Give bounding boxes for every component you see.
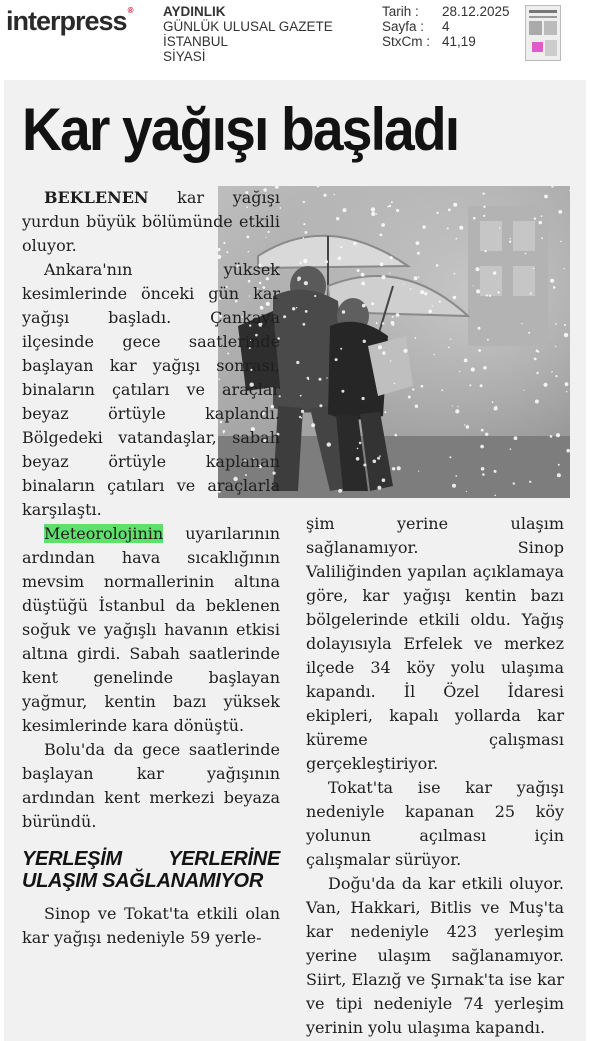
snowflake: [297, 279, 299, 281]
snowflake: [481, 467, 485, 471]
snowflake: [299, 416, 301, 418]
snowflake: [379, 455, 381, 457]
snowflake: [521, 323, 522, 324]
snowflake: [382, 478, 386, 482]
snowflake: [459, 371, 460, 372]
snowflake: [535, 400, 539, 404]
snowflake: [564, 333, 568, 337]
snowflake: [551, 371, 553, 373]
snowflake: [382, 351, 385, 354]
article-headline: Kar yağışı başladı: [22, 96, 459, 163]
snowflake: [363, 464, 366, 467]
snowflake: [560, 241, 562, 243]
paragraph-lead: [22, 186, 280, 258]
snowflake: [448, 209, 451, 212]
snowflake: [555, 375, 557, 377]
snowflake: [466, 491, 467, 492]
publication-section: SİYASİ: [163, 49, 206, 64]
snowflake: [396, 209, 399, 212]
snowflake: [480, 445, 484, 449]
snowflake: [299, 262, 301, 264]
snowflake: [420, 290, 424, 294]
snowflake: [300, 395, 302, 397]
snowflake: [319, 404, 322, 407]
snowflake: [416, 241, 420, 245]
snowflake: [494, 470, 497, 473]
page-thumbnail: [525, 5, 561, 61]
snowflake: [356, 457, 360, 461]
snowflake: [553, 286, 556, 289]
snowflake: [493, 271, 496, 274]
snowflake: [434, 354, 435, 355]
logo-registered-mark: ®: [127, 6, 133, 15]
snowflake: [464, 359, 468, 363]
snowflake: [340, 246, 342, 248]
snowflake: [534, 218, 536, 220]
interpress-logo: [6, 6, 132, 37]
snowflake: [397, 466, 401, 470]
snowflake: [408, 396, 411, 399]
snowflake: [536, 372, 538, 374]
snowflake: [482, 473, 485, 476]
snowflake: [528, 332, 530, 334]
paragraph-istanbul: [22, 522, 280, 738]
snowflake: [454, 273, 456, 275]
snowflake: [497, 291, 499, 293]
snowflake: [361, 282, 365, 286]
snowflake: [377, 486, 381, 490]
snowflake: [510, 448, 512, 450]
snowflake: [371, 207, 375, 211]
snowflake: [439, 301, 441, 303]
snowflake: [541, 237, 543, 239]
snowflake: [481, 429, 484, 432]
snowflake: [361, 273, 365, 277]
snowflake: [305, 231, 308, 234]
snowflake: [482, 193, 484, 195]
logo-text: interpress: [6, 6, 127, 36]
stxcm-label: StxCm :: [382, 34, 431, 49]
snowflake: [564, 268, 565, 269]
snowflake: [428, 310, 432, 314]
snowflake: [487, 339, 489, 341]
page-label: Sayfa :: [382, 19, 425, 34]
snowflake: [564, 324, 566, 326]
snowflake: [418, 471, 419, 472]
snowflake: [544, 195, 548, 199]
snowflake: [448, 347, 450, 349]
snowflake: [338, 489, 342, 493]
snowflake: [283, 315, 286, 318]
stxcm-value: 41,19: [442, 34, 476, 49]
snowflake: [415, 405, 418, 408]
snowflake: [557, 473, 561, 477]
snowflake: [556, 433, 560, 437]
snowflake: [432, 305, 433, 306]
snowflake: [391, 201, 393, 203]
snowflake: [403, 349, 407, 353]
snowflake: [389, 273, 390, 274]
paragraph-sinop-continued: şim yerine ulaşım sağlanamıyor. Sinop Valiliğinden yapılan açıklamaya göre, kar yağışı kentin bazı bölgelerinde etkili oldu. Yağış dolayısıyla Erfelek ve merkez ilçede 34 köy yolu ulaşıma kapandı. İl Özel İdaresi ekipleri, kapalı yollarda kar küreme çalışması gerçekleştiriyor.: [306, 514, 564, 773]
snowflake: [371, 212, 375, 216]
snowflake: [441, 389, 443, 391]
article-column-2: [306, 512, 564, 1040]
snowflake: [373, 460, 377, 464]
snowflake: [459, 226, 463, 230]
snowflake: [336, 217, 339, 220]
snowflake: [414, 337, 416, 339]
snowflake: [529, 481, 531, 483]
snowflake: [421, 385, 424, 388]
snowflake: [424, 292, 427, 295]
snowflake: [338, 257, 342, 261]
snowflake: [335, 358, 338, 361]
snowflake: [422, 225, 425, 228]
snowflake: [457, 406, 458, 407]
snowflake: [308, 379, 310, 381]
snowflake: [499, 227, 501, 229]
snowflake: [539, 221, 542, 224]
snowflake: [296, 361, 299, 364]
snowflake: [362, 397, 365, 400]
snowflake: [390, 256, 393, 259]
snowflake: [480, 384, 483, 387]
snowflake: [469, 384, 471, 386]
snowflake: [363, 340, 366, 343]
snowflake: [341, 390, 344, 393]
snowflake: [303, 223, 305, 225]
snowflake: [292, 307, 295, 310]
snowflake: [453, 203, 457, 207]
snowflake: [314, 295, 316, 297]
snowflake: [455, 475, 457, 477]
snowflake: [357, 448, 359, 450]
snowflake: [485, 433, 488, 436]
snowflake: [418, 276, 420, 278]
publication-info: [163, 4, 333, 64]
article-subheading: YERLEŞİM YERLERİNE ULAŞIM SAĞLANAMIYOR: [22, 848, 280, 892]
paragraph-east: Doğu'da da kar etkili oluyor. Van, Hakkari, Bitlis ve Muş'ta kar nedeniyle 423 yerleşim yerine ulaşım sağlanamıyor. Siirt, Elazığ ve Şırnak'ta ise kar ve tipi nedeniyle 74 yerleşim yerinin yolu ulaşıma kapandı.: [306, 874, 564, 1037]
snowflake: [566, 449, 570, 453]
snowflake: [492, 401, 494, 403]
snowflake: [382, 322, 384, 324]
lead-word: BEKLENEN: [44, 188, 149, 207]
snowflake: [395, 434, 398, 437]
snowflake: [301, 410, 304, 413]
snowflake: [334, 194, 335, 195]
article-column-1: [22, 186, 280, 950]
snowflake: [305, 310, 308, 313]
snowflake: [381, 223, 385, 227]
snowflake: [412, 388, 414, 390]
snowflake: [389, 205, 391, 207]
snowflake: [390, 360, 392, 362]
publication-city: İSTANBUL: [163, 34, 229, 49]
snowflake: [362, 304, 366, 308]
snowflake: [494, 495, 496, 497]
clipping-meta: [382, 4, 510, 49]
paragraph-sinop-start: Sinop ve Tokat'ta etkili olan kar yağışı nedeniyle 59 yerle-: [22, 904, 280, 947]
snowflake: [455, 238, 457, 240]
snowflake: [311, 423, 315, 427]
snowflake: [378, 345, 382, 349]
snowflake: [359, 442, 362, 445]
snowflake: [384, 411, 386, 413]
snowflake: [555, 323, 557, 325]
snowflake: [452, 405, 453, 406]
publication-name: AYDINLIK: [163, 4, 226, 19]
snowflake: [403, 284, 404, 285]
snowflake: [450, 339, 451, 340]
snowflake: [537, 351, 539, 353]
snowflake: [476, 289, 480, 293]
snowflake: [343, 208, 347, 212]
snowflake: [473, 217, 476, 220]
snowflake: [327, 442, 331, 446]
lead-rest: kar yağışı yurdun büyük bölümünde etkili oluyor.: [22, 188, 280, 255]
snowflake: [447, 227, 449, 229]
snowflake: [380, 234, 383, 237]
snowflake: [436, 264, 439, 267]
snowflake: [303, 201, 305, 203]
clipping-header: [0, 0, 590, 78]
snowflake: [475, 267, 479, 271]
highlighted-keyword: Meteorolojinin: [44, 524, 164, 543]
snowflake: [510, 238, 511, 239]
snowflake: [323, 194, 326, 197]
snowflake: [466, 425, 470, 429]
snowflake: [534, 358, 537, 361]
snowflake: [558, 210, 562, 214]
snowflake: [478, 349, 481, 352]
snowflake: [452, 484, 456, 488]
snowflake: [392, 316, 394, 318]
paragraph-bolu: Bolu'da da gece saatlerinde başlayan kar yağışının ardından kent merkezi beyaza büründü.: [22, 740, 280, 831]
snowflake: [296, 307, 297, 308]
snowflake: [380, 263, 384, 267]
publication-frequency: GÜNLÜK ULUSAL GAZETE: [163, 19, 333, 34]
date-value: 28.12.2025: [442, 4, 510, 19]
snowflake: [303, 323, 306, 326]
snowflake: [304, 281, 308, 285]
snowflake: [342, 310, 345, 313]
page-value: 4: [442, 19, 450, 34]
snowflake: [326, 377, 327, 378]
snowflake: [449, 456, 451, 458]
snowflake: [387, 206, 389, 208]
snowflake: [377, 457, 380, 460]
snowflake: [303, 259, 307, 263]
snowflake: [483, 206, 485, 208]
snowflake: [555, 346, 556, 347]
snowflake: [489, 295, 491, 297]
snowflake: [436, 212, 438, 214]
snowflake: [541, 215, 543, 217]
snowflake: [494, 407, 498, 411]
snowflake: [417, 252, 420, 255]
snowflake: [357, 269, 360, 272]
snowflake: [484, 250, 486, 252]
snowflake: [514, 436, 518, 440]
paragraph-ankara: Ankara'nın yüksek kesimlerinde önceki gün kar yağışı başladı. Çankaya ilçesinde gece saatlerinde başlayan kar yağışı sonrası, binaların çatıları ve araçlar beyaz örtüyle kaplandı. Bölgedeki vatandaşlar, sabah beyaz örtüyle kaplanan binaların çatıları ve araçlarla karşılaştı.: [22, 260, 280, 519]
snowflake: [533, 268, 534, 269]
snowflake: [392, 467, 395, 470]
snowflake: [371, 302, 374, 305]
paragraph-tokat: Tokat'ta ise kar yağışı nedeniyle kapanan 25 köy yolunun açılması için çalışmalar sürüyor.: [306, 778, 564, 869]
snowflake: [303, 237, 305, 239]
snowflake: [353, 242, 356, 245]
snowflake: [414, 276, 418, 280]
snowflake: [394, 383, 396, 385]
snowflake: [550, 435, 553, 438]
snowflake: [410, 288, 412, 290]
snowflake: [340, 348, 342, 350]
snowflake: [376, 213, 377, 214]
snowflake: [319, 378, 322, 381]
snowflake: [391, 323, 394, 326]
snowflake: [376, 322, 378, 324]
snowflake: [523, 390, 524, 391]
snowflake: [453, 296, 457, 300]
snowflake: [381, 275, 385, 279]
snowflake: [483, 366, 487, 370]
snowflake: [566, 391, 568, 393]
snowflake: [543, 383, 547, 387]
snowflake: [550, 279, 554, 283]
snowflake: [558, 464, 560, 466]
paragraph-istanbul-rest: uyarılarının ardından hava sıcaklığının mevsim normallerinin altına düştüğü İstanbul da beklenen soğuk ve yağışlı havanın etkisi altına girdi. Sabah saatlerinde kent genelinde başlayan yağmur, kentin bazı yüksek kesimlerinde kara dönüştü.: [22, 524, 280, 735]
snowflake: [471, 367, 475, 371]
snowflake: [473, 285, 474, 286]
snowflake: [525, 253, 527, 255]
snowflake: [464, 424, 465, 425]
snowflake: [486, 294, 488, 296]
snowflake: [483, 215, 485, 217]
snowflake: [478, 327, 481, 330]
snowflake: [565, 382, 569, 386]
snowflake: [396, 313, 400, 317]
snowflake: [530, 293, 532, 295]
snowflake: [455, 409, 459, 413]
snowflake: [325, 260, 328, 263]
date-label: Tarih :: [382, 4, 419, 19]
snowflake: [509, 241, 511, 243]
snowflake: [513, 482, 515, 484]
